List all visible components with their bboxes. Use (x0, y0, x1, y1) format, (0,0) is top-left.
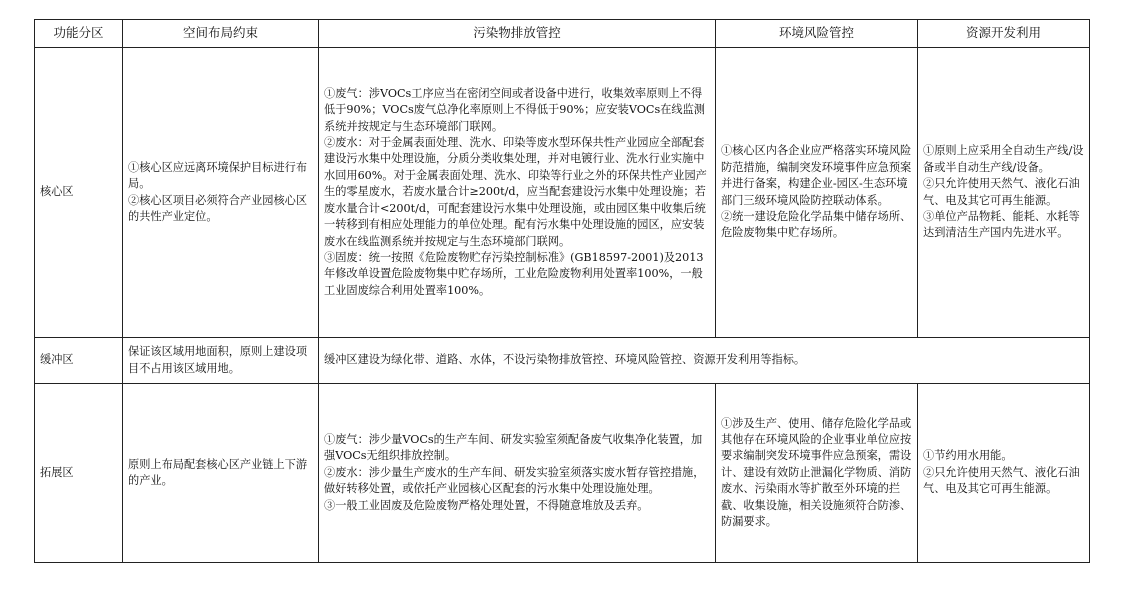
header-zone: 功能分区 (35, 20, 123, 48)
resource-item: ①节约用水用能。 (923, 449, 1013, 463)
table-header-row (35, 20, 1090, 48)
header-risk-control: 环境风险管控 (716, 20, 918, 48)
table-row-expansion-zone (35, 384, 1090, 563)
pollution-item: ①废气：涉少量VOCs的生产车间、研发实验室须配备废气收集净化装置，加强VOCs无组织排放控制。 (324, 432, 703, 463)
risk-cell (716, 48, 918, 338)
risk-cell (716, 384, 918, 563)
resource-item: ③单位产品物耗、能耗、水耗等达到清洁生产国内先进水平。 (923, 209, 1080, 240)
risk-item: ①核心区内各企业应严格落实环境风险防范措施，编制突发环境事件应急预案并进行备案，构建企业-园区-生态环境部门三级环境风险防控联动体系。 (721, 144, 912, 207)
table-row-buffer-zone (35, 338, 1090, 384)
spatial-cell (123, 384, 319, 563)
header-pollution-control: 污染物排放管控 (319, 20, 716, 48)
spatial-item: ②核心区项目必须符合产业园核心区的共性产业定位。 (128, 193, 308, 223)
pollution-cell (319, 384, 716, 563)
resource-item: ②只允许使用天然气、液化石油气、电及其它可再生能源。 (923, 177, 1080, 207)
table-row-core-zone (35, 48, 1090, 338)
zone-name: 核心区 (35, 48, 123, 338)
resource-cell (918, 48, 1090, 338)
risk-item: ①涉及生产、使用、储存危险化学品或其他存在环境风险的企业事业单位应按要求编制突发环境事件应急预案，需设计、建设有效防止泄漏化学物质、消防废水、污染雨水等扩散至外环境的拦截、收集设施，相关设施须符合防渗、防漏要求。 (721, 416, 912, 529)
zone-name: 拓展区 (35, 384, 123, 563)
pollution-item: ②废水：对于金属表面处理、洗水、印染等废水型环保共性产业园应全部配套建设污水集中处理设施，分质分类收集处理，并对电镀行业、洗水行业实施中水回用60%。对于金属表面处理、洗水、印染等行业之外的环保共性产业园产生的零星废水，若废水量合计≥200t/d，应当配套建设污水集中处理设施；若废水量合计<200t/d，可配套建设污水集中处理设施，或由园区集中收集后统一转移到有相应处理能力的单位处理。配有污水集中处理设施的园区，应安装废水在线监测系统并按规定与生态环境部门联网。 (324, 136, 707, 248)
pollution-cell (319, 48, 716, 338)
header-resource-use: 资源开发利用 (918, 20, 1090, 48)
pollution-item: ①废气：涉VOCs工序应当在密闭空间或者设备中进行，收集效率原则上不得低于90%；VOCs废气总净化率原则上不得低于90%；应安装VOCs在线监测系统并按规定与生态环境部门联网。 (324, 86, 705, 133)
resource-cell (918, 384, 1090, 563)
pollution-item: ②废水：涉少量生产废水的生产车间、研发实验室须落实废水暂存管控措施，做好转移处置，或依托产业园核心区配套的污水集中处理设施处理。 (324, 465, 705, 496)
spatial-cell (123, 338, 319, 384)
spatial-item: ①核心区应远离环境保护目标进行布局。 (128, 160, 308, 191)
buffer-merged-cell: 缓冲区建设为绿化带、道路、水体，不设污染物排放管控、环境风险管控、资源开发利用等指标。 (319, 338, 1090, 384)
pollution-item: ③固废：统一按照《危险废物贮存污染控制标准》(GB18597-2001)及2013年修改单设置危险废物集中贮存场所，工业危险废物利用处置率100%，一般工业固废综合利用处置率100%。 (324, 250, 704, 297)
header-spatial-layout: 空间布局约束 (123, 20, 319, 48)
risk-item: ②统一建设危险化学品集中储存场所、危险废物集中贮存场所。 (721, 209, 912, 240)
zone-name: 缓冲区 (35, 338, 123, 384)
spatial-item: 保证该区域用地面积，原则上建设项目不占用该区域用地。 (128, 345, 308, 375)
zoning-table (34, 19, 1090, 563)
spatial-cell (123, 48, 319, 338)
pollution-item: ③一般工业固废及危险废物严格处理处置，不得随意堆放及丢弃。 (324, 498, 649, 512)
resource-item: ②只允许使用天然气、液化石油气、电及其它可再生能源。 (923, 465, 1080, 496)
spatial-item: 原则上布局配套核心区产业链上下游的产业。 (128, 457, 308, 487)
resource-item: ①原则上应采用全自动生产线/设备或半自动生产线/设备。 (923, 144, 1084, 174)
